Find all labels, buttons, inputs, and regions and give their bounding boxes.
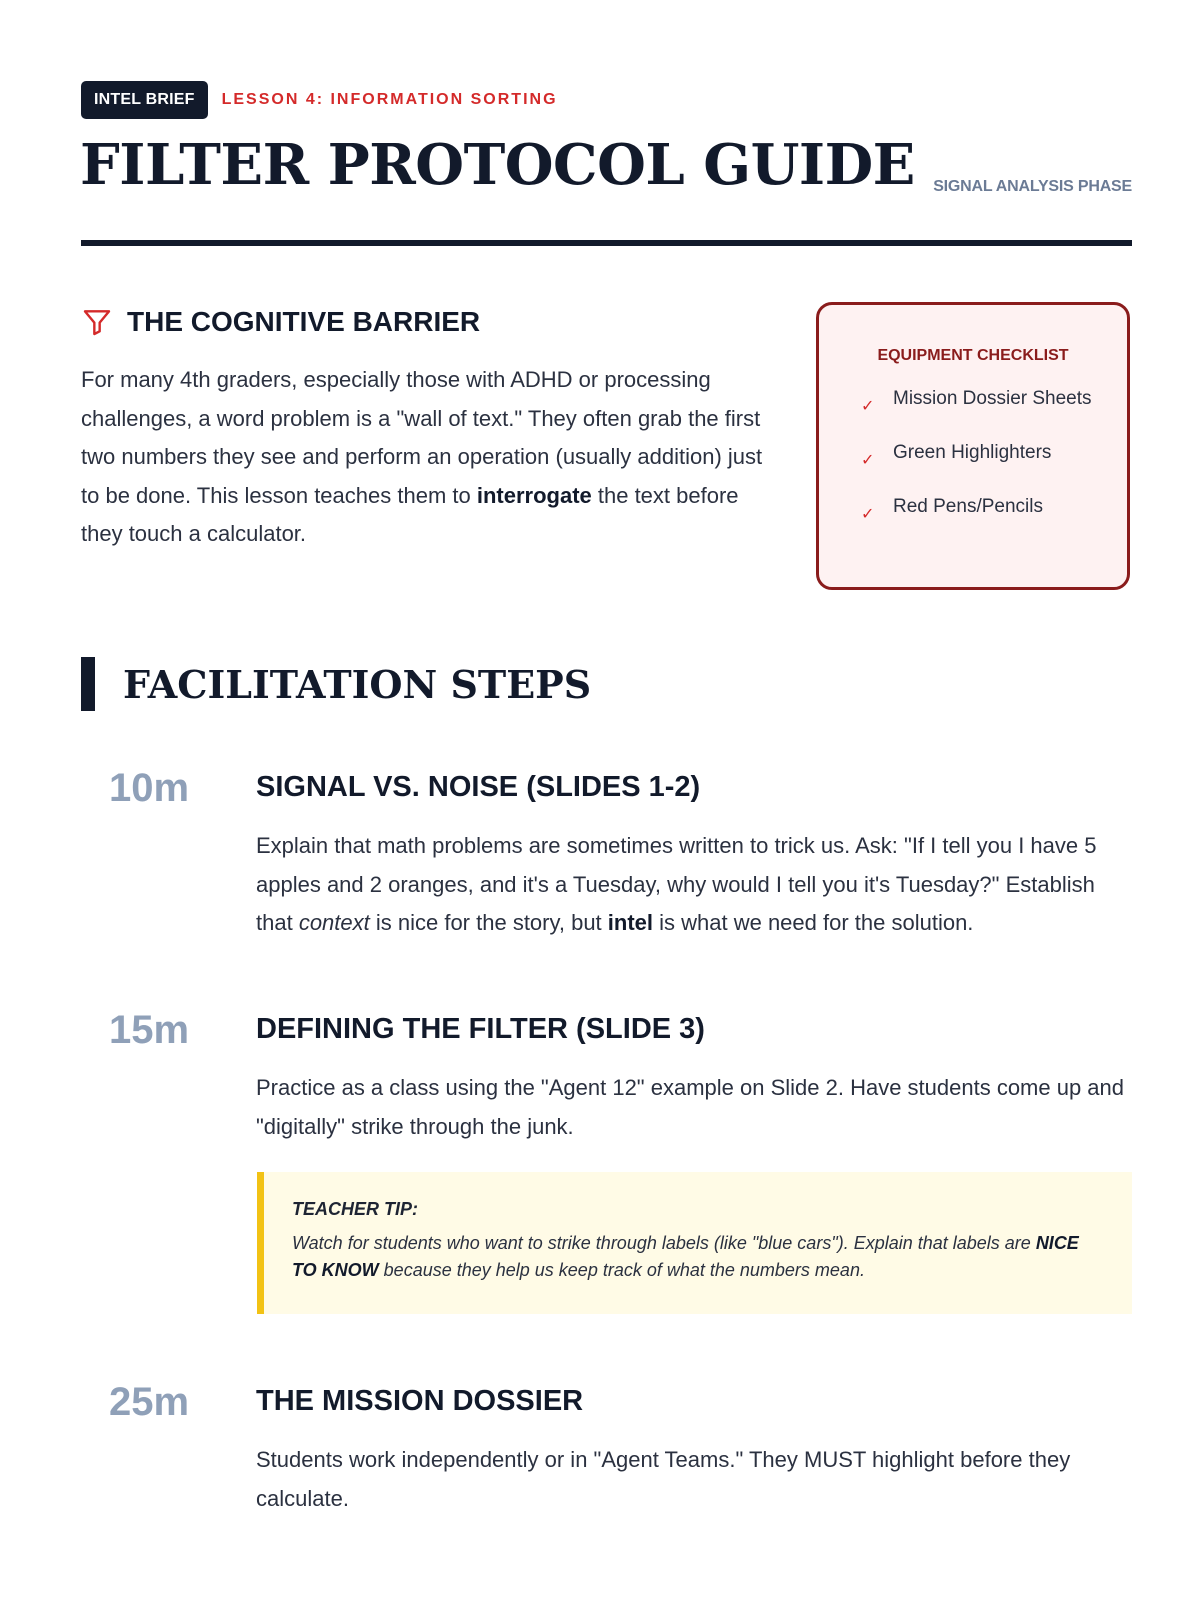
step-body: Students work independently or in "Agent Teams." They MUST highlight before they calculate. <box>256 1447 1071 1511</box>
checklist-item <box>861 493 1105 528</box>
facilitation-heading <box>81 657 591 711</box>
header-divider <box>81 240 1132 246</box>
checklist-item-label: Red Pens/Pencils <box>893 496 1043 517</box>
step-time: 15m <box>109 1008 190 1052</box>
header-meta <box>81 81 558 119</box>
tip-label: TEACHER TIP: <box>292 1199 418 1219</box>
step-time: 25m <box>109 1380 190 1424</box>
step-time: 10m <box>109 766 190 810</box>
checklist-item-label: Mission Dossier Sheets <box>893 388 1092 409</box>
barrier-text-1: For many 4th graders, especially those with ADHD or processing challenges, a word problem is a "wall of text." They often grab the first two numbers they see and perform an operation (usually addition) just to be done. This lesson teaches them to <box>81 367 763 508</box>
barrier-heading <box>81 306 480 338</box>
tip-body <box>292 1230 1104 1284</box>
barrier-title: THE COGNITIVE BARRIER <box>127 306 481 337</box>
step-text-bold: intel <box>607 910 654 935</box>
barrier-paragraph <box>81 361 781 554</box>
page-title: FILTER PROTOCOL GUIDE <box>80 132 915 198</box>
step-title: SIGNAL VS. NOISE (SLIDES 1-2) <box>256 771 701 803</box>
check-icon: ✓ <box>861 398 875 415</box>
lesson-label: LESSON 4: INFORMATION SORTING <box>221 91 558 108</box>
tip-text-1: Watch for students who want to strike through labels (like "blue cars"). Explain that labels are <box>292 1233 1036 1253</box>
step-text: Explain that math problems are sometimes written to trick us. Ask: "If I tell you I have 5 apples and 2 oranges, and it's a Tuesday, why would I tell you it's Tuesday?" Establish that <box>256 833 1097 935</box>
checklist-title: EQUIPMENT CHECKLIST <box>877 347 1069 364</box>
barrier-text-emphasis: interrogate <box>476 482 592 508</box>
check-icon: ✓ <box>861 452 875 469</box>
tip-text-emphasis: NICE TO KNOW <box>292 1233 1079 1280</box>
step-title: DEFINING THE FILTER (SLIDE 3) <box>256 1013 705 1045</box>
step-title: THE MISSION DOSSIER <box>256 1385 584 1417</box>
intel-brief-badge: INTEL BRIEF <box>81 81 208 119</box>
barrier-text-2: the text before they touch a calculator. <box>81 482 739 546</box>
teacher-tip <box>257 1172 1132 1314</box>
step-text-italic: context <box>298 910 370 935</box>
facilitation-title: FACILITATION STEPS <box>123 661 592 707</box>
checklist-item-label: Green Highlighters <box>893 442 1052 463</box>
step-text: is what we need for the solution. <box>653 910 974 935</box>
checklist-item <box>861 439 1105 474</box>
step-body: Practice as a class using the "Agent 12" example on Slide 2. Have students come up and "digitally" strike through the junk. <box>256 1075 1125 1139</box>
step-text: is nice for the story, but <box>369 910 608 935</box>
check-icon: ✓ <box>861 506 875 523</box>
equipment-checklist <box>816 302 1130 590</box>
tip-text-2: because they help us keep track of what the numbers mean. <box>378 1260 865 1280</box>
checklist-item <box>861 385 1105 420</box>
filter-icon <box>81 306 113 338</box>
step-body <box>256 827 1134 943</box>
section-accent-bar <box>81 657 95 711</box>
phase-label: SIGNAL ANALYSIS PHASE <box>933 178 1132 195</box>
